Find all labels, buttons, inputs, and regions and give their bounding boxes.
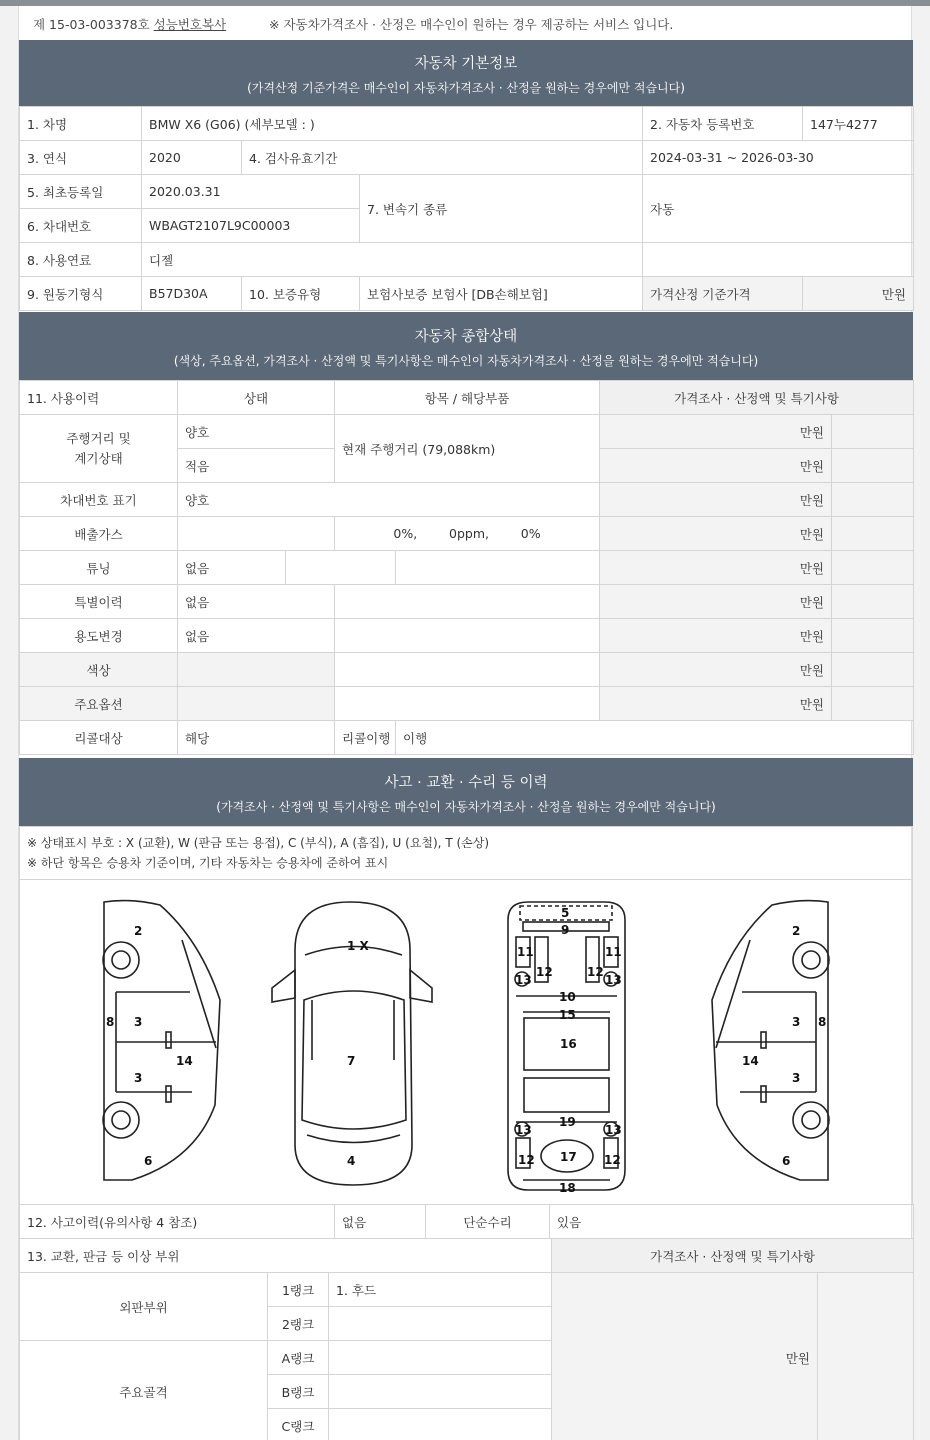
fuel-empty-cell [643,243,914,277]
mileage-low-price-unit: 만원 [600,449,832,483]
transmission-label: 7. 변속기 종류 [360,175,643,243]
performance-report-sheet [18,6,912,1440]
basic-info-title: 자동차 기본정보 [414,56,518,72]
mileage-label: 주행거리 및 계기상태 [20,415,178,483]
year-value: 2020 [142,141,242,175]
accident-history-label: 12. 사고이력(유의사항 4 참조) [20,1205,335,1239]
basic-info-table [19,106,914,311]
reg-number-value: 147누4277 [803,107,914,141]
special-price-note [832,585,914,619]
damaged-parts-price-note [818,1273,914,1440]
vin-mark-status: 양호 [178,483,600,517]
recall-label: 리콜대상 [20,721,178,755]
status-header: 상태 [178,381,335,415]
special-history-status: 없음 [178,585,335,619]
svg-text:17: 17 [560,1150,577,1164]
car-name-value: BMW X6 (G06) (세부모델 : ) [142,107,643,141]
tuning-price-unit: 만원 [600,551,832,585]
price-header: 가격조사 · 산정액 및 특기사항 [600,381,914,415]
damaged-parts-table [19,1238,914,1440]
reg-number-label: 2. 자동차 등록번호 [643,107,803,141]
diagram-part-numbers [106,906,826,1195]
usage-change-status: 없음 [178,619,335,653]
warranty-value: 보험사보증 보험사 [DB손해보험] [360,277,643,311]
options-status [178,687,335,721]
svg-text:9: 9 [561,923,570,937]
svg-text:7: 7 [347,1054,356,1068]
copy-number-link[interactable]: 성능번호복사 [153,17,227,32]
tuning-label: 튜닝 [20,551,178,585]
svg-text:8: 8 [106,1015,115,1029]
color-price-unit: 만원 [600,653,832,687]
status-code-notes [19,826,913,880]
svg-text:13: 13 [515,973,532,987]
special-price-unit: 만원 [600,585,832,619]
right-side-view [712,901,829,1180]
service-notice: ※ 자동차가격조사 · 산정은 매수인이 원하는 경우 제공하는 서비스 입니다. [269,17,674,32]
svg-text:5: 5 [561,906,570,920]
mileage-status-good: 양호 [178,415,335,449]
mileage-status-low: 적음 [178,449,335,483]
tuning-item [396,551,600,585]
overall-status-title: 자동차 종합상태 [414,329,518,345]
overall-status-banner [19,312,913,380]
vin-mark-price-note [832,483,914,517]
inspection-label: 4. 검사유효기간 [242,141,643,175]
first-reg-label: 5. 최초등록일 [20,175,142,209]
usage-history-header: 11. 사용이력 [20,381,178,415]
rankB-value [329,1375,552,1409]
car-diagram-svg [20,880,912,1204]
svg-text:6: 6 [782,1154,791,1168]
svg-text:12: 12 [587,965,604,979]
svg-text:11: 11 [605,945,622,959]
rankA-label: A랭크 [268,1341,329,1375]
mileage-item: 현재 주행거리 (79,088km) [335,415,600,483]
svg-text:15: 15 [559,1008,576,1022]
warranty-label: 10. 보증유형 [242,277,360,311]
svg-text:13: 13 [605,973,622,987]
svg-text:12: 12 [518,1153,535,1167]
svg-text:12: 12 [604,1153,621,1167]
special-history-item [335,585,600,619]
svg-text:10: 10 [559,990,576,1004]
emission-price-unit: 만원 [600,517,832,551]
svg-text:8: 8 [818,1015,827,1029]
damaged-parts-label: 13. 교환, 판금 등 이상 부위 [20,1239,552,1273]
svg-text:13: 13 [515,1123,532,1137]
svg-text:19: 19 [559,1115,576,1129]
special-history-label: 특별이력 [20,585,178,619]
mileage-price-unit: 만원 [600,415,832,449]
svg-text:11: 11 [517,945,534,959]
fuel-label: 8. 사용연료 [20,243,142,277]
car-part-diagram [19,880,913,1205]
svg-text:3: 3 [792,1071,801,1085]
options-price-unit: 만원 [600,687,832,721]
emission-values: 0%, 0ppm, 0% [335,517,600,551]
svg-text:6: 6 [144,1154,153,1168]
tuning-price-note [832,551,914,585]
basic-info-banner [19,40,913,106]
hood-exchange-mark: 1 X [347,939,369,953]
basic-info-subtitle: (가격산정 기준가격은 매수인이 자동차가격조사 · 산정을 원하는 경우에만 적습니다) [247,81,685,95]
engine-value: B57D30A [142,277,242,311]
rankB-label: B랭크 [268,1375,329,1409]
damaged-parts-price-unit: 만원 [552,1273,818,1440]
color-status [178,653,335,687]
svg-text:13: 13 [605,1123,622,1137]
fuel-value: 디젤 [142,243,643,277]
color-label: 색상 [20,653,178,687]
svg-text:3: 3 [792,1015,801,1029]
car-name-label: 1. 차명 [20,107,142,141]
svg-text:2: 2 [134,924,143,938]
rankC-value [329,1409,552,1440]
svg-text:18: 18 [559,1181,576,1195]
usage-change-item [335,619,600,653]
color-price-note [832,653,914,687]
recall-done-value: 이행 [396,721,914,755]
overall-status-subtitle: (색상, 주요옵션, 가격조사 · 산정액 및 특기사항은 매수인이 자동차가격조사 · 산정을 원하는 경우에만 적습니다) [173,354,759,368]
options-price-note [832,687,914,721]
engine-label: 9. 원동기형식 [20,277,142,311]
vin-label: 6. 차대번호 [20,209,142,243]
rankA-value [329,1341,552,1375]
recall-done-label: 리콜이행 [335,721,396,755]
left-side-view [103,901,220,1180]
options-item [335,687,600,721]
main-frame-label: 주요골격 [20,1341,268,1440]
options-label: 주요옵션 [20,687,178,721]
accident-history-table [19,1204,914,1239]
usage-change-price-note [832,619,914,653]
emission-price-note [832,517,914,551]
overall-status-table [19,380,914,755]
recall-status: 해당 [178,721,335,755]
accident-history-value: 없음 [335,1205,426,1239]
tuning-status: 없음 [178,551,286,585]
color-item [335,653,600,687]
svg-text:14: 14 [176,1054,193,1068]
tuning-detail [286,551,396,585]
accident-subtitle: (가격조사 · 산정액 및 특기사항은 매수인이 자동차가격조사 · 산정을 원하는 경우에만 적습니다) [216,800,716,814]
emission-label: 배출가스 [20,517,178,551]
vin-mark-price-unit: 만원 [600,483,832,517]
rank2-value [329,1307,552,1341]
usage-change-label: 용도변경 [20,619,178,653]
simple-repair-label: 단순수리 [426,1205,550,1239]
year-label: 3. 연식 [20,141,142,175]
price-base-unit: 만원 [803,277,914,311]
damaged-parts-price-header: 가격조사 · 산정액 및 특기사항 [552,1239,914,1273]
svg-text:12: 12 [536,965,553,979]
svg-text:3: 3 [134,1071,143,1085]
emission-status [178,517,335,551]
svg-text:16: 16 [560,1037,577,1051]
mileage-low-price-note [832,449,914,483]
svg-text:3: 3 [134,1015,143,1029]
svg-text:2: 2 [792,924,801,938]
passenger-car-note: ※ 하단 항목은 승용차 기준이며, 기타 자동차는 승용차에 준하여 표시 [27,856,389,870]
rank1-label: 1랭크 [268,1273,329,1307]
status-code-note: ※ 상태표시 부호 : X (교환), W (판금 또는 용접), C (부식), A (흠집), U (요철), T (손상) [27,836,490,850]
accident-banner [19,758,913,826]
usage-change-price-unit: 만원 [600,619,832,653]
svg-text:14: 14 [742,1054,759,1068]
rankC-label: C랭크 [268,1409,329,1440]
outer-panel-label: 외판부위 [20,1273,268,1341]
mileage-price-note [832,415,914,449]
simple-repair-value: 있음 [550,1205,914,1239]
vin-mark-label: 차대번호 표기 [20,483,178,517]
rank2-label: 2랭크 [268,1307,329,1341]
certificate-line [33,8,226,40]
item-header: 항목 / 해당부품 [335,381,600,415]
first-reg-value: 2020.03.31 [142,175,360,209]
transmission-value: 자동 [643,175,914,243]
price-base-label: 가격산정 기준가격 [643,277,803,311]
accident-title: 사고 · 교환 · 수리 등 이력 [384,775,548,791]
certificate-number: 제 15-03-003378호 [33,17,150,32]
rank1-value: 1. 후드 [329,1273,552,1307]
vin-value: WBAGT2107L9C00003 [142,209,360,243]
svg-text:4: 4 [347,1154,356,1168]
inspection-value: 2024-03-31 ~ 2026-03-30 [643,141,914,175]
